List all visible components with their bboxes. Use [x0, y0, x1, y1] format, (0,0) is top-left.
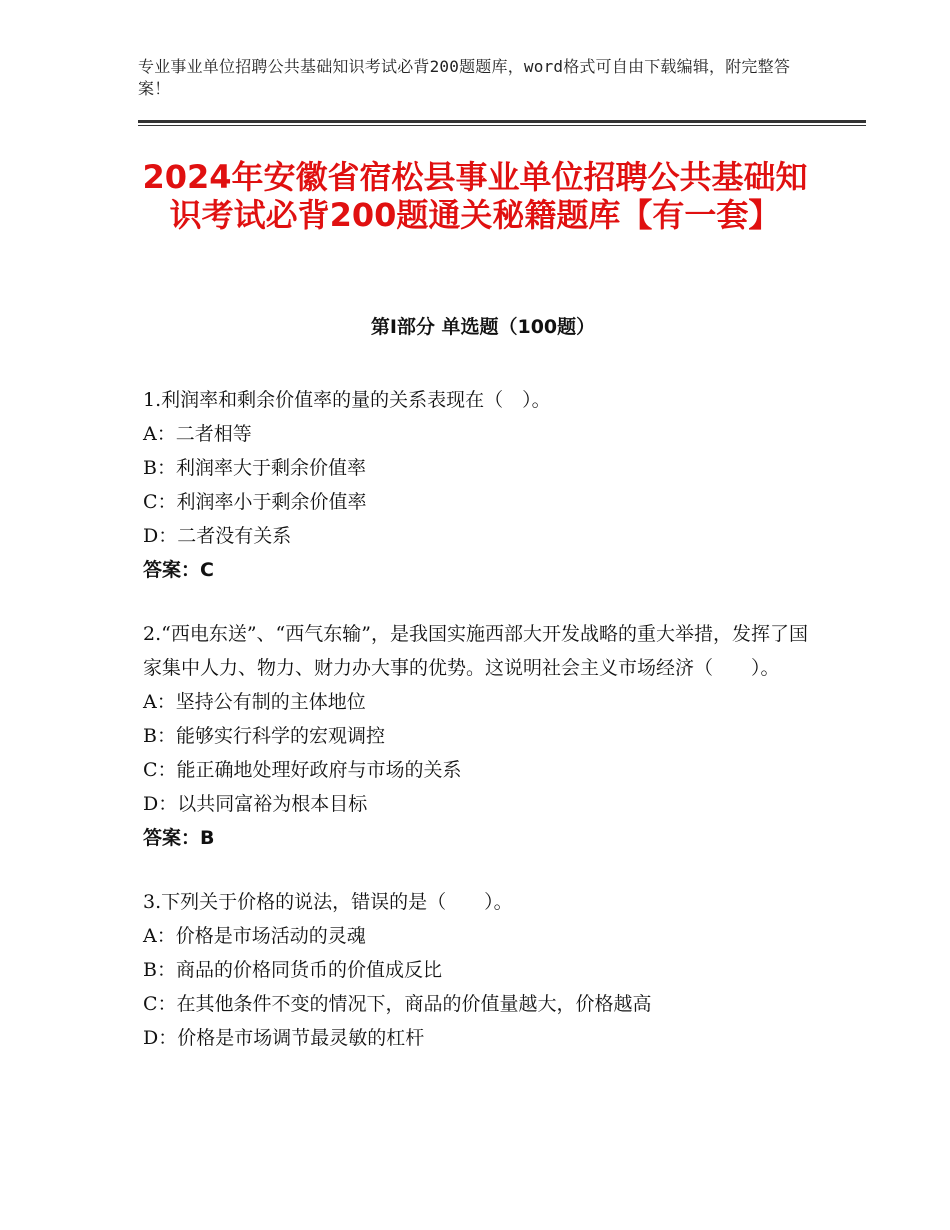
question-list: [143, 383, 808, 1085]
question-stem: 2.“西电东送”、“西气东输”，是我国实施西部大开发战略的重大举措，发挥了国家集中人力、物力、财力办大事的优势。这说明社会主义市场经济（ ）。: [143, 623, 808, 679]
option-a: A：二者相等: [143, 423, 252, 445]
question-3: [143, 885, 808, 1055]
question-stem: 1.利润率和剩余价值率的量的关系表现在（ ）。: [143, 389, 551, 411]
option-d: D：价格是市场调节最灵敏的杠杆: [143, 1027, 425, 1049]
header-rule-thin: [138, 125, 866, 126]
section-title: 第Ⅰ部分 单选题（100题）: [370, 316, 596, 338]
answer: 答案：B: [143, 827, 215, 849]
option-b: B：利润率大于剩余价值率: [143, 457, 366, 479]
option-b: B：能够实行科学的宏观调控: [143, 725, 385, 747]
header-rule-thick: [138, 120, 866, 123]
option-c: C：能正确地处理好政府与市场的关系: [143, 759, 462, 781]
option-a: A：坚持公有制的主体地位: [143, 691, 366, 713]
question-stem: 3.下列关于价格的说法，错误的是（ ）。: [143, 891, 513, 913]
document-title: 2024年安徽省宿松县事业单位招聘公共基础知识考试必背200题通关秘籍题库【有一套】: [142, 158, 808, 234]
option-c: C：在其他条件不变的情况下，商品的价值量越大，价格越高: [143, 993, 652, 1015]
question-2: [143, 617, 808, 855]
option-d: D：二者没有关系: [143, 525, 292, 547]
option-d: D：以共同富裕为根本目标: [143, 793, 368, 815]
answer: 答案：C: [143, 559, 214, 581]
header-note: 专业事业单位招聘公共基础知识考试必背200题题库，word格式可自由下载编辑，附完整答案！: [138, 57, 791, 98]
option-c: C：利润率小于剩余价值率: [143, 491, 367, 513]
option-a: A：价格是市场活动的灵魂: [143, 925, 366, 947]
option-b: B：商品的价格同货币的价值成反比: [143, 959, 442, 981]
question-1: [143, 383, 808, 587]
